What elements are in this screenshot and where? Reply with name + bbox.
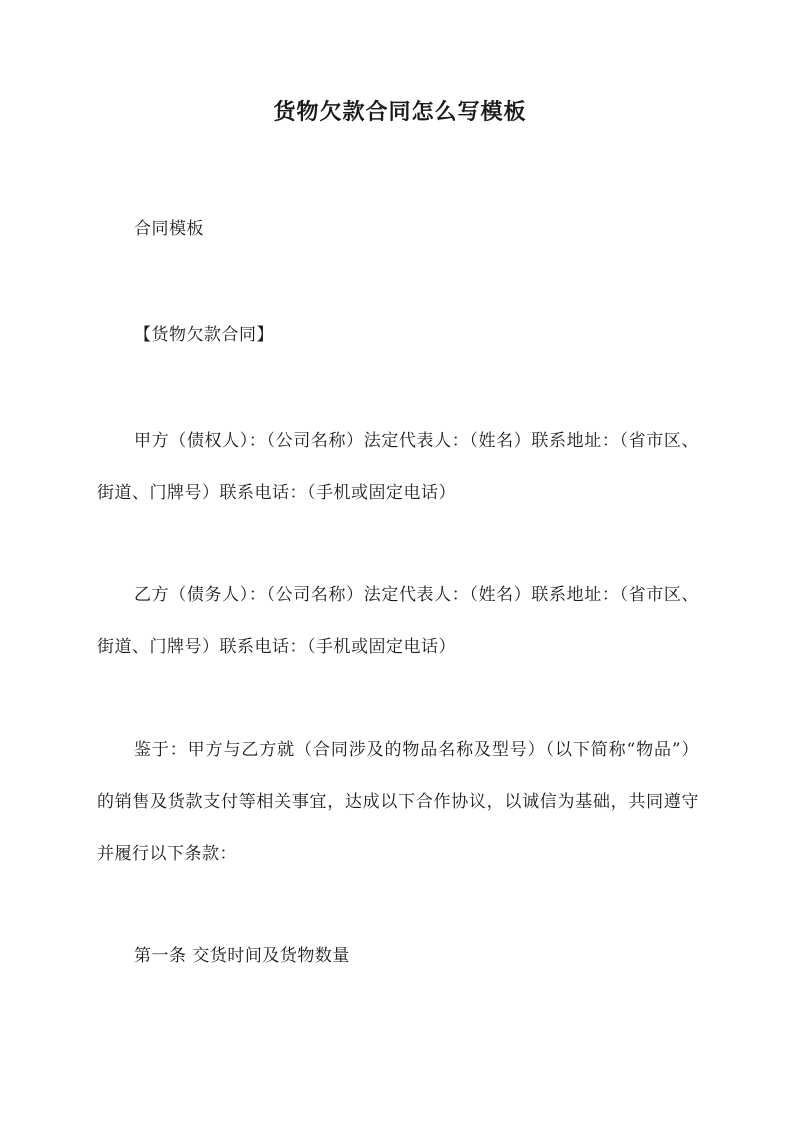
- section-label: 合同模板: [134, 219, 204, 239]
- article-one-heading: 第一条 交货时间及货物数量: [134, 946, 350, 966]
- document-title: 货物欠款合同怎么写模板: [273, 99, 527, 125]
- party-b-paragraph: 乙方（债务人）：（公司名称）法定代表人：（姓名）联系地址：（省市区、街道、门牌号）联系电话：（手机或固定电话）: [97, 585, 699, 657]
- contract-heading: 【货物欠款合同】: [134, 325, 274, 345]
- preamble-paragraph: 鉴于：甲方与乙方就（合同涉及的物品名称及型号）（以下简称“物品”）的销售及货款支付等相关事宜，达成以下合作协议，以诚信为基础，共同遵守并履行以下条款：: [97, 740, 699, 864]
- party-a-paragraph: 甲方（债权人）：（公司名称）法定代表人：（姓名）联系地址：（省市区、街道、门牌号）联系电话：（手机或固定电话）: [97, 431, 699, 503]
